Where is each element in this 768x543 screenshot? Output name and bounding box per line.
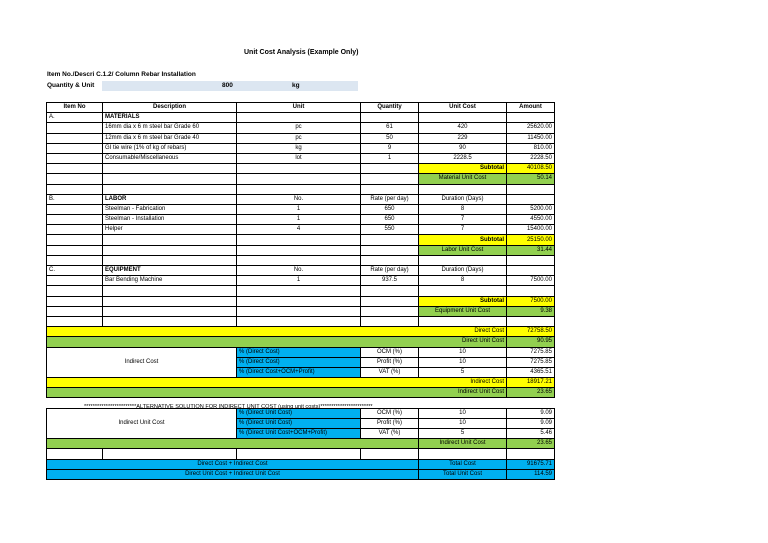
section-row: B. LABOR No. Rate (per day) Duration (Days) (47, 194, 555, 204)
subtotal-row: Subtotal 7500.00 (47, 296, 555, 306)
section-name: MATERIALS (103, 113, 237, 123)
cost-table (46, 102, 555, 480)
section-row (47, 113, 555, 123)
unit-cost-row (47, 174, 555, 184)
unit-cost-label: Material Unit Cost (419, 174, 507, 184)
alt-indirect-unit-row: Indirect Unit Cost 23.65 (47, 439, 555, 449)
table-row: GI tie wire (1% of kg of rebars) kg 9 90 810.00 (47, 143, 555, 153)
unit-cost-value: 50.14 (507, 174, 555, 184)
table-row: 16mm dia x 6 m steel bar Grade 60 pc 61 420 25620.00 (47, 123, 555, 133)
alt-indirect-row: % (Direct Unit Cost) Profit (%) 10 9.09 (47, 418, 555, 428)
col-header: Description (103, 103, 237, 113)
table-row: Steelman - Fabrication 1 650 8 5200.00 (47, 204, 555, 214)
section-code: A. (47, 113, 103, 123)
col-header: Quantity (361, 103, 419, 113)
sheet-title: Unit Cost Analysis (Example Only) (244, 49, 359, 56)
header-row (47, 103, 555, 113)
table-row: Helper 4 550 7 15400.00 (47, 225, 555, 235)
indirect-row: % (Direct Cost) Profit (%) 10 7275.85 (47, 357, 555, 367)
quantity-label: Quantity & Unit (47, 82, 95, 89)
direct-unit-cost-row: Direct Unit Cost 90.95 (47, 337, 555, 347)
col-header: Amount (507, 103, 555, 113)
col-header: Unit (237, 103, 361, 113)
indirect-label: Indirect Cost (47, 347, 237, 378)
total-cost-row: Direct Cost + Indirect Cost Total Cost 91675.71 (47, 459, 555, 469)
table-row: Steelman - Installation 1 650 7 4550.00 (47, 215, 555, 225)
unit-cost-row: Labor Unit Cost 31.44 (47, 245, 555, 255)
subtotal-label: Subtotal (419, 164, 507, 174)
item-label: Item No./Descri C.1.2/ Column Rebar Installation (47, 71, 196, 78)
subtotal-row (47, 164, 555, 174)
indirect-total-row: Indirect Cost 18917.21 (47, 378, 555, 388)
col-header: Item No (47, 103, 103, 113)
direct-cost-row: Direct Cost 72758.50 (47, 327, 555, 337)
alt-indirect-row: Indirect Unit Cost % (Direct Unit Cost) OCM (%) 10 9.09 (47, 408, 555, 418)
indirect-unit-row: Indirect Unit Cost 23.65 (47, 388, 555, 398)
indirect-row: Indirect Cost % (Direct Cost) OCM (%) 10 7275.85 (47, 347, 555, 357)
alternative-solution-note: ************************ALTERNATIVE SOLUTION FOR INDIRECT UNIT COST (using unit costs)************************ (84, 404, 373, 410)
quantity-value: 800 (222, 82, 233, 89)
quantity-unit: kg (292, 82, 300, 89)
col-header: Unit Cost (419, 103, 507, 113)
indirect-row: % (Direct Cost+OCM+Profit) VAT (%) 5 4365.51 (47, 367, 555, 377)
subtotal-value: 40108.50 (507, 164, 555, 174)
unit-cost-row: Equipment Unit Cost 9.38 (47, 306, 555, 316)
table-row: Consumable/Miscellaneous lot 1 2228.5 2228.50 (47, 153, 555, 163)
table-row: Bar Bending Machine 1 937.5 8 7500.00 (47, 276, 555, 286)
subtotal-row: Subtotal 25150.00 (47, 235, 555, 245)
table-row: 12mm dia x 6 m steel bar Grade 40 pc 50 229 11450.00 (47, 133, 555, 143)
section-row: C. EQUIPMENT No. Rate (per day) Duration (Days) (47, 266, 555, 276)
alt-indirect-row: % (Direct Unit Cost+OCM+Profit) VAT (%) 5 5.46 (47, 429, 555, 439)
total-unit-cost-row: Direct Unit Cost + Indirect Unit Cost Total Unit Cost 114.59 (47, 469, 555, 479)
